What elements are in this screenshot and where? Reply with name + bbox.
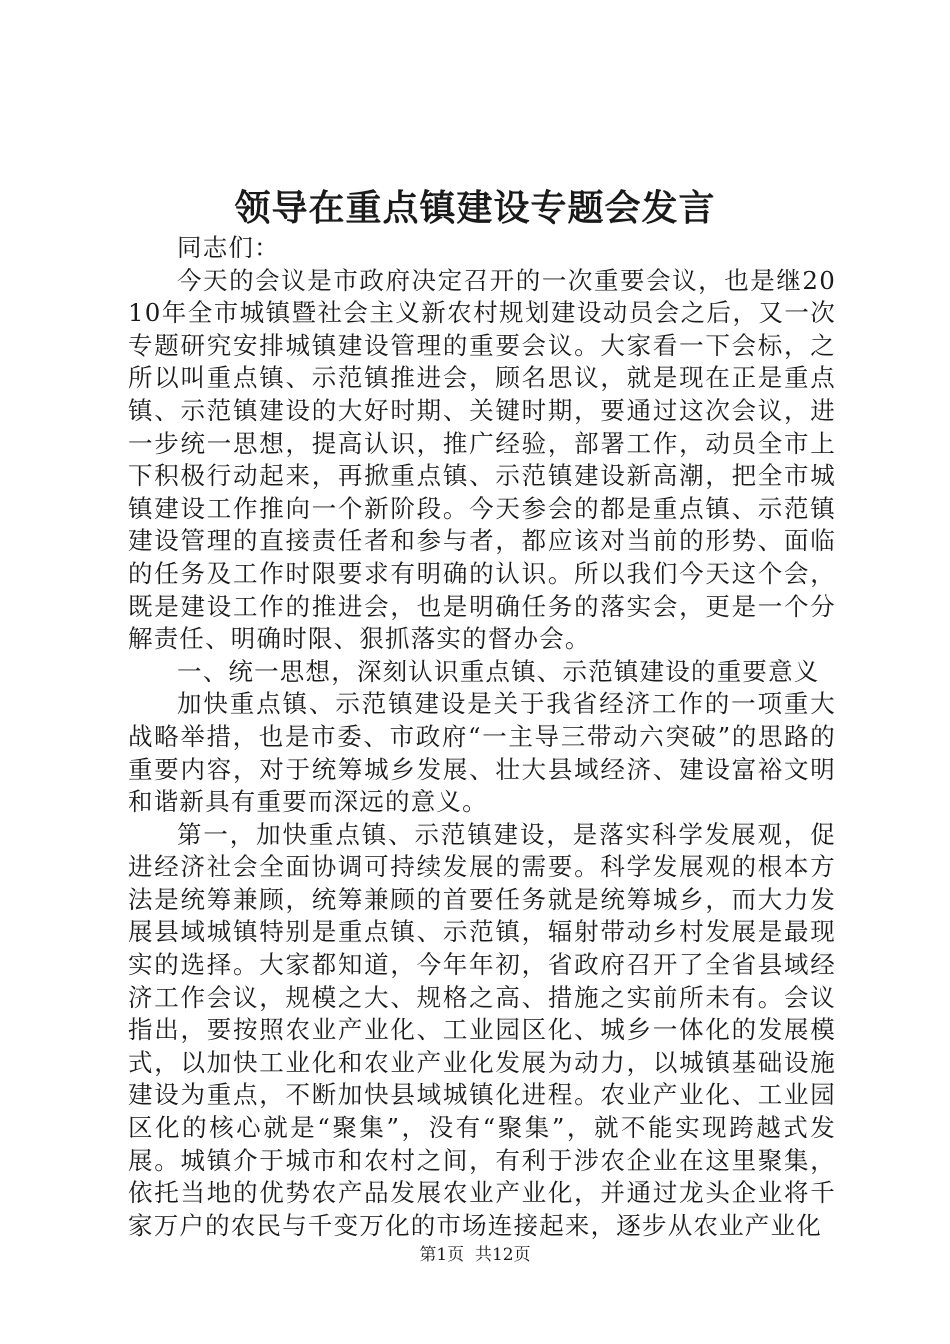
document-title: 领导在重点镇建设专题会发言	[234, 187, 716, 229]
salutation-paragraph: 同志们：	[177, 233, 280, 262]
section-heading: 一、统一思想，深刻认识重点镇、示范镇建设的重要意义	[177, 656, 820, 686]
document-body	[128, 232, 836, 1242]
intro-paragraph: 今天的会议是市政府决定召开的一次重要会议，也是继2010年全市城镇暨社会主义新农村规划建设动员会之后，又一次专题研究安排城镇建设管理的重要会议。大家看一下会标，之所以叫重点镇、示范镇推进会，顾名思议，就是现在正是重点镇、示范镇建设的大好时期、关键时期，要通过这次会议，进一步统一思想，提高认识，推广经验，部署工作，动员全市上下积极行动起来，再掀重点镇、示范镇建设新高潮，把全市城镇建设工作推向一个新阶段。今天参会的都是重点镇、示范镇建设管理的直接责任者和参与者，都应该对当前的形势、面临的任务及工作时限要求有明确的认识。所以我们今天这个会，既是建设工作的推进会，也是明确任务的落实会，更是一个分解责任、明确时限、狠抓落实的督办会。	[128, 265, 836, 654]
page-footer	[0, 1243, 950, 1267]
body-paragraph: 加快重点镇、示范镇建设是关于我省经济工作的一项重大战略举措，也是市委、市政府“一主导三带动六突破”的思路的重要内容，对于统筹城乡发展、壮大县域经济、建设富裕文明和谐新具有重要而深远的意义。	[128, 689, 836, 817]
body-paragraph: 第一，加快重点镇、示范镇建设，是落实科学发展观，促进经济社会全面协调可持续发展的需要。科学发展观的根本方法是统筹兼顾，统筹兼顾的首要任务就是统筹城乡，而大力发展县域城镇特别是重点镇、示范镇，辐射带动乡村发展是最现实的选择。大家都知道，今年年初，省政府召开了全省县域经济工作会议，规模之大、规格之高、措施之实前所未有。会议指出，要按照农业产业化、工业园区化、城乡一体化的发展模式，以加快工业化和农业产业化发展为动力，以城镇基础设施建设为重点，不断加快县域城镇化进程。农业产业化、工业园区化的核心就是“聚集”，没有“聚集”，就不能实现跨越式发展。城镇介于城市和农村之间，有利于涉农企业在这里聚集，依托当地的优势农产品发展农业产业化，并通过龙头企业将千家万户的农民与千变万化的市场连接起来，逐步从农业产业化	[128, 819, 836, 1240]
page-number: 第1页 共12页	[419, 1245, 531, 1265]
